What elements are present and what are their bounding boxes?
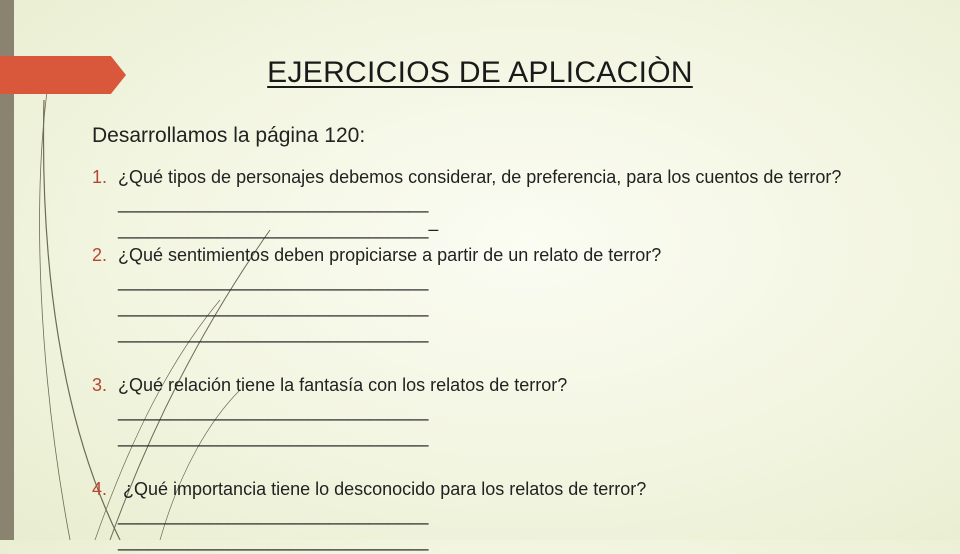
question-text: ¿Qué tipos de personajes debemos considerar, de preferencia, para los cuentos de terror? _______________________________ <box>118 167 847 213</box>
question-text: ¿Qué importancia tiene lo desconocido para los relatos de terror? <box>118 479 647 499</box>
answer-line: _______________________________ <box>118 531 429 551</box>
question-number: 3. <box>92 375 108 395</box>
question-number: 2. <box>92 245 108 265</box>
question-4 <box>92 476 892 554</box>
question-1 <box>92 164 892 242</box>
slide-title: EJERCICIOS DE APLICACIÒN <box>267 56 693 89</box>
question-number: 4. <box>92 479 108 499</box>
question-list <box>92 164 892 554</box>
spacer <box>92 450 892 476</box>
spacer <box>92 346 892 372</box>
question-number: 1. <box>92 167 108 187</box>
answer-line: _______________________________ <box>118 401 429 421</box>
answer-line: _______________________________ <box>118 297 429 317</box>
answer-line: _______________________________ <box>118 323 429 343</box>
question-3 <box>92 372 892 450</box>
answer-line: _______________________________– <box>118 219 439 239</box>
question-text: ¿Qué relación tiene la fantasía con los relatos de terror? <box>118 375 568 395</box>
answer-line: _______________________________ <box>118 427 429 447</box>
question-2 <box>92 242 892 346</box>
answer-line: _______________________________ <box>118 271 429 291</box>
intro-text: Desarrollamos la página 120: <box>92 124 366 147</box>
answer-line: _______________________________ <box>118 505 429 525</box>
question-text: ¿Qué sentimientos deben propiciarse a partir de un relato de terror? <box>118 245 662 265</box>
